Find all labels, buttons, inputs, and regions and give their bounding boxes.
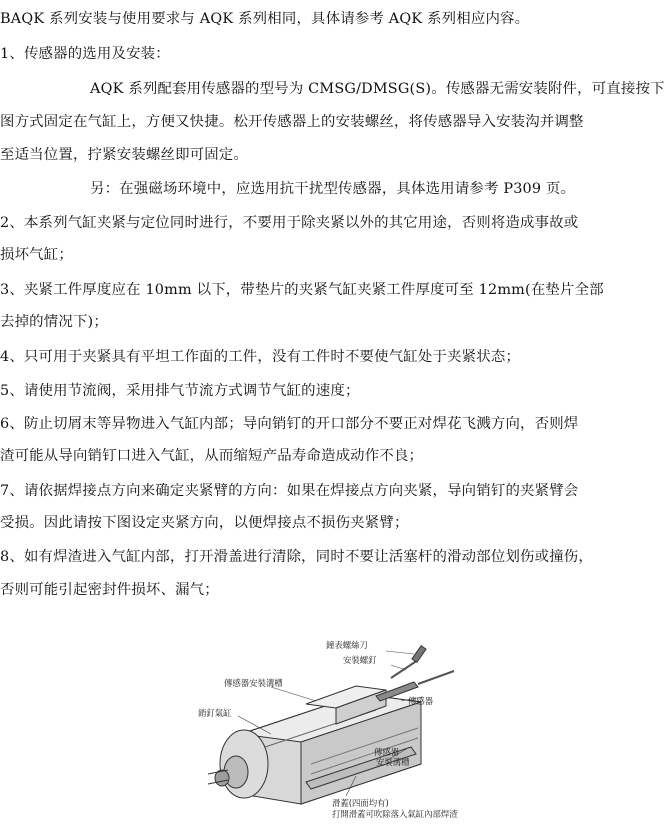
item1-title: 1、传感器的选用及安装： (0, 46, 170, 62)
item2-line1: 2、本系列气缸夹紧与定位同时进行，不要用于除夹紧以外的其它用途，否则将造成事故或 (0, 215, 579, 231)
item4-text: 4、只可用于夹紧具有平坦工作面的工件，没有工件时不要使气缸处于夹紧状态； (0, 349, 521, 365)
label-sensor-groove: 傳感器安裝溝槽 (224, 678, 283, 688)
item1-paragraph-line3: 至适当位置，拧紧安装螺丝即可固定。 (0, 147, 249, 163)
label-sensor: 傳感器 (408, 696, 434, 706)
label-sensor-groove2-line1: 傳感器 (374, 747, 400, 757)
item1-paragraph-line2: 图方式固定在气缸上，方便又快捷。松开传感器上的安装螺丝，将传感器导入安装沟并调整 (0, 114, 584, 130)
item3-line2: 去掉的情况下)； (0, 314, 108, 330)
label-pin-cylinder: 銷釘氣缸 (198, 708, 232, 718)
label-slide-cover-note: 打開滑蓋可吹除落入氣缸內部焊渣 (332, 809, 458, 819)
label-screwdriver: 鐘表螺絲刀 (326, 640, 368, 650)
item5-text: 5、请使用节流阀，采用排气节流方式调节气缸的速度； (0, 383, 360, 399)
cylinder-end-cap (208, 730, 268, 798)
item6-line2: 渣可能从导向销钉口进入气缸，从而缩短产品寿命造成动作不良； (0, 448, 424, 464)
item7-line1: 7、请依据焊接点方向来确定夹紧臂的方向：如果在焊接点方向夹紧，导向销钉的夹紧臂会 (0, 483, 579, 499)
item1-note: 另：在强磁场环境中，应选用抗干扰型传感器，具体选用请参考 P309 页。 (90, 181, 576, 197)
label-mount-screw: 安裝螺釘 (343, 655, 377, 665)
item2-line2: 损坏气缸； (0, 247, 73, 263)
label-sensor-groove2-line2: 安裝溝槽 (376, 757, 410, 767)
item8-line1: 8、如有焊渣进入气缸内部，打开滑盖进行清除，同时不要让活塞杆的滑动部位划伤或撞伤， (0, 549, 593, 565)
item7-line2: 受损。因此请按下图设定夹紧方向，以便焊接点不损伤夹紧臂； (0, 515, 409, 531)
intro-text: BAQK 系列安装与使用要求与 AQK 系列相同，具体请参考 AQK 系列相应内容。 (0, 11, 530, 27)
cylinder-sensor-diagram (186, 624, 486, 829)
label-slide-cover: 滑蓋(四面均有) (332, 798, 389, 808)
item3-line1: 3、夹紧工件厚度应在 10mm 以下，带垫片的夹紧气缸夹紧工件厚度可至 12mm(在垫片全部 (0, 282, 604, 298)
item6-line1: 6、防止切屑末等异物进入气缸内部；导向销钉的开口部分不要正对焊花飞溅方向，否则焊 (0, 416, 579, 432)
screwdriver-icon (391, 646, 426, 678)
item8-line2: 否则可能引起密封件损坏、漏气； (0, 582, 219, 598)
item1-paragraph-line1: AQK 系列配套用传感器的型号为 CMSG/DMSG(S)。传感器无需安装附件，可直接按下 (90, 81, 665, 97)
